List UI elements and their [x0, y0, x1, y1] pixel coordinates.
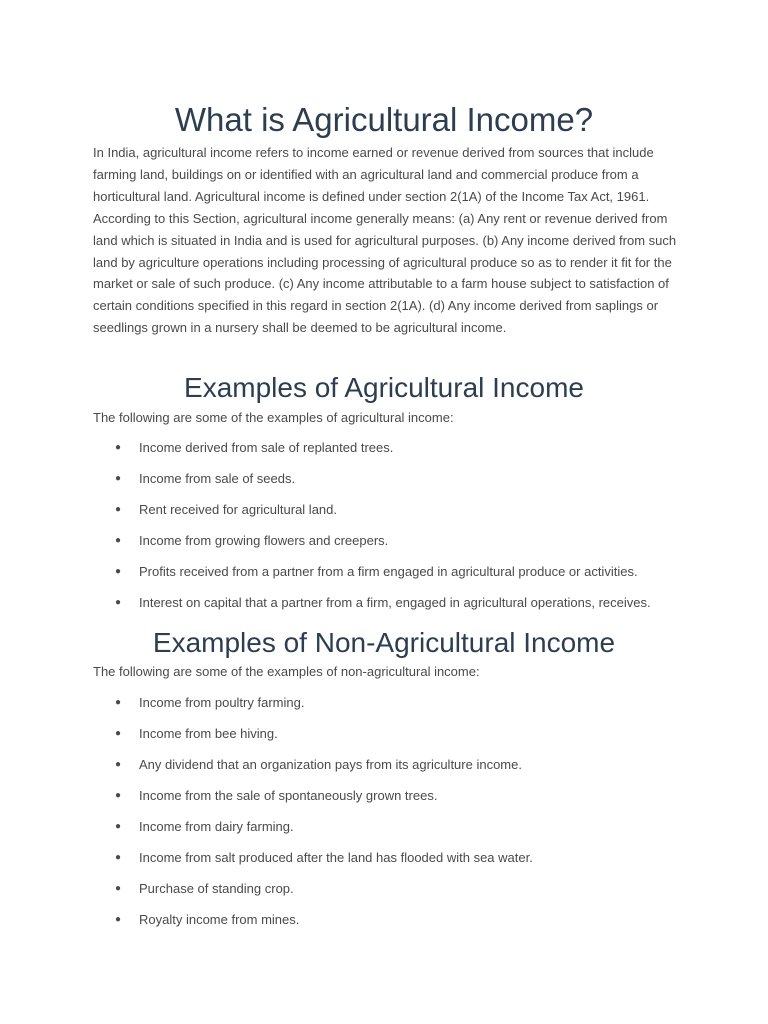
list-item-text: Royalty income from mines. — [139, 912, 300, 927]
bullet-icon: ● — [115, 535, 122, 546]
agri-examples-intro: The following are some of the examples of agricultural income: — [93, 410, 454, 425]
non-agri-examples-intro: The following are some of the examples of non-agricultural income: — [93, 664, 480, 679]
bullet-icon: ● — [115, 852, 122, 863]
bullet-icon: ● — [115, 442, 122, 453]
bullet-icon: ● — [115, 821, 122, 832]
bullet-icon: ● — [115, 597, 122, 608]
list-item — [0, 694, 768, 725]
bullet-icon: ● — [115, 697, 122, 708]
list-item — [0, 818, 768, 849]
list-item-text: Income from the sale of spontaneously grown trees. — [139, 788, 438, 803]
page-title: What is Agricultural Income? — [174, 101, 594, 138]
list-item — [0, 880, 768, 911]
bullet-icon: ● — [115, 759, 122, 770]
bullet-icon: ● — [115, 473, 122, 484]
list-item — [0, 787, 768, 818]
list-item — [0, 725, 768, 756]
list-item — [0, 849, 768, 880]
agri-examples-list — [0, 439, 768, 625]
list-item — [0, 470, 768, 501]
bullet-icon: ● — [115, 914, 122, 925]
list-item — [0, 439, 768, 470]
list-item — [0, 563, 768, 594]
list-item — [0, 532, 768, 563]
list-item-text: Income from bee hiving. — [139, 726, 278, 741]
intro-paragraph: In India, agricultural income refers to income earned or revenue derived from sources that include farming land, buildings on or identified with an agricultural land and commercial produce from a horticultural land. Agricultural income is defined under section 2(1A) of the Income Tax Act, 1961. According to this Section, agricultural income generally means: (a) Any rent or revenue derived from land which is situated in India and is used for agricultural purposes. (b) Any income derived from such land by agriculture operations including processing of agricultural produce so as to render it fit for the market or sale of such produce. (c) Any income attributable to a farm house subject to satisfaction of certain conditions specified in this regard in section 2(1A). (d) Any income derived from saplings or seedlings grown in a nursery shall be deemed to be agricultural income. — [93, 145, 677, 336]
list-item-text: Rent received for agricultural land. — [139, 502, 337, 517]
list-item-text: Income from growing flowers and creepers. — [139, 533, 389, 548]
bullet-icon: ● — [115, 790, 122, 801]
list-item-text: Income from poultry farming. — [139, 695, 305, 710]
list-item-text: Income derived from sale of replanted trees. — [139, 440, 394, 455]
non-agri-examples-list — [0, 694, 768, 942]
bullet-icon: ● — [115, 883, 122, 894]
bullet-icon: ● — [115, 504, 122, 515]
bullet-icon: ● — [115, 728, 122, 739]
non-agri-examples-heading: Examples of Non-Agricultural Income — [152, 627, 616, 658]
agri-examples-heading: Examples of Agricultural Income — [184, 372, 584, 403]
list-item-text: Income from sale of seeds. — [139, 471, 296, 486]
list-item-text: Income from dairy farming. — [139, 819, 294, 834]
list-item-text: Income from salt produced after the land has flooded with sea water. — [139, 850, 533, 865]
list-item-text: Any dividend that an organization pays from its agriculture income. — [139, 757, 522, 772]
list-item-text: Purchase of standing crop. — [139, 881, 294, 896]
list-item — [0, 911, 768, 942]
list-item — [0, 501, 768, 532]
list-item — [0, 756, 768, 787]
list-item-text: Interest on capital that a partner from a firm, engaged in agricultural operations, receives. — [139, 595, 651, 610]
list-item-text: Profits received from a partner from a firm engaged in agricultural produce or activities. — [139, 564, 638, 579]
list-item — [0, 594, 768, 625]
bullet-icon: ● — [115, 566, 122, 577]
